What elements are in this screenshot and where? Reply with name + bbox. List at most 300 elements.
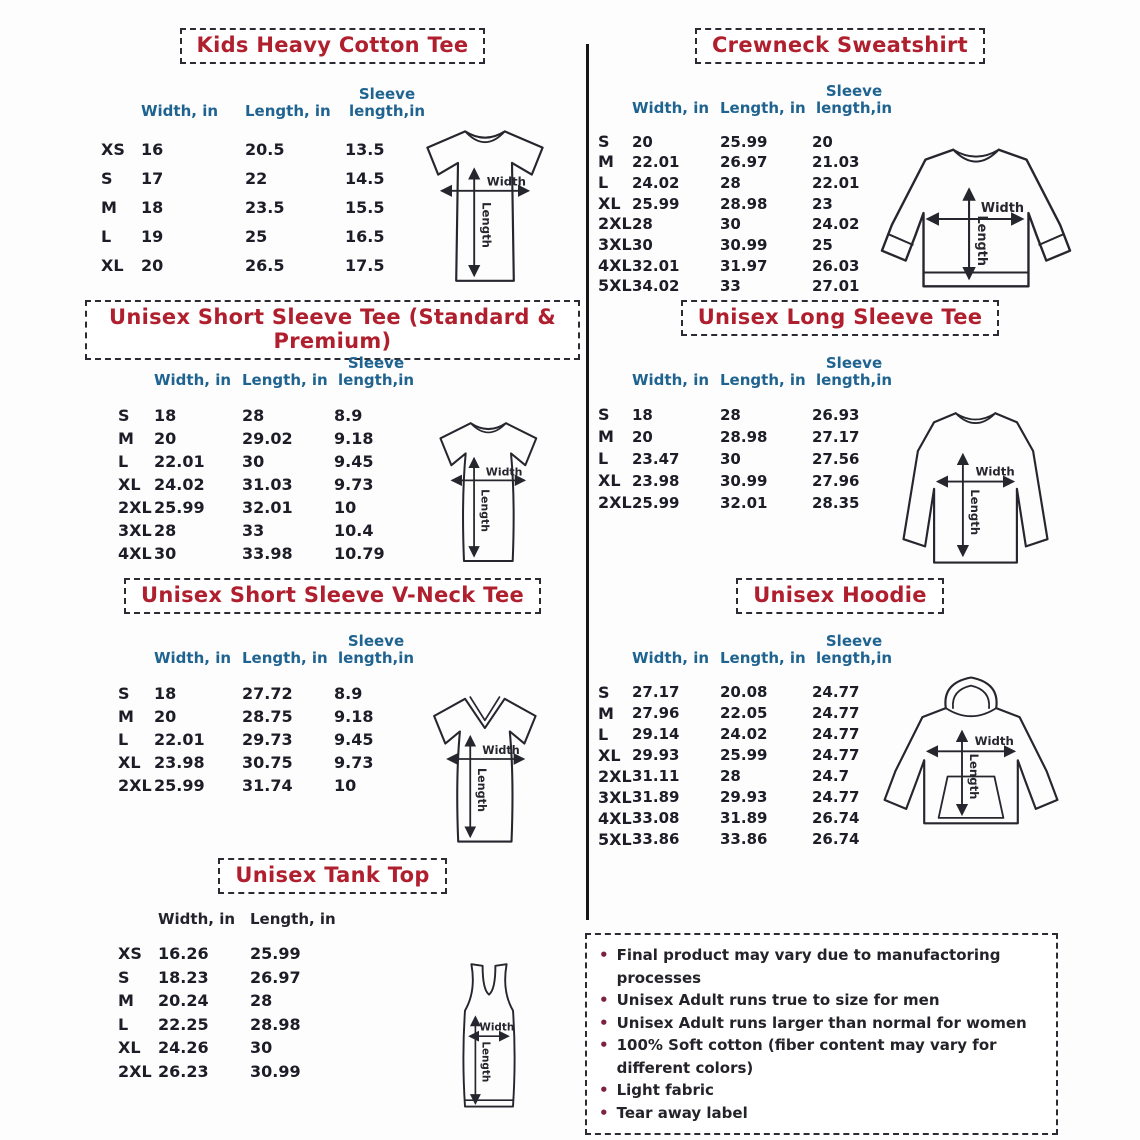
length-cell: 33 xyxy=(242,520,265,540)
length-cell: 29.93 xyxy=(720,787,768,806)
width-cell: 34.02 xyxy=(632,277,680,296)
note-item xyxy=(599,1102,1044,1125)
table-header-row xyxy=(598,355,897,392)
length-cell: 30 xyxy=(720,215,741,234)
length-cell: 26.97 xyxy=(720,153,768,172)
table-row xyxy=(118,404,419,427)
sleeve-cell: 15.5 xyxy=(345,197,385,217)
length-cell: 32.01 xyxy=(720,493,768,512)
sleeve-cell: 21.03 xyxy=(812,153,860,172)
size-cell: 5XL xyxy=(598,829,632,849)
size-cell: 5XL xyxy=(598,276,632,296)
hoodie-diagram xyxy=(872,668,1070,858)
note-item xyxy=(599,1079,1044,1102)
width-cell: 32.01 xyxy=(632,256,680,275)
width-cell: 25.99 xyxy=(632,493,680,512)
table-row xyxy=(101,164,430,193)
section-title: Kids Heavy Cotton Tee xyxy=(180,28,486,64)
note-text: Light fabric xyxy=(616,1081,714,1099)
length-cell: 20.08 xyxy=(720,682,768,701)
size-cell: M xyxy=(598,426,614,446)
width-cell: 17 xyxy=(141,168,164,188)
length-cell: 31.89 xyxy=(720,808,768,827)
section-unisex-hoodie xyxy=(595,578,1085,856)
size-cell: S xyxy=(118,967,130,987)
table-row xyxy=(598,745,897,766)
width-arrow-label: Width xyxy=(974,734,1014,748)
length-cell: 22 xyxy=(245,168,268,188)
length-cell: 28.75 xyxy=(242,706,293,726)
size-table xyxy=(598,633,897,850)
size-table xyxy=(118,633,419,797)
vneck-tee-diagram xyxy=(398,673,570,845)
table-row xyxy=(118,942,360,966)
col-sleeve: Sleeve length,in xyxy=(337,354,415,390)
table-row xyxy=(598,173,897,194)
bullet-icon: • xyxy=(599,946,609,964)
length-cell: 22.05 xyxy=(720,703,768,722)
col-length: Length, in xyxy=(250,910,336,928)
section-title: Unisex Hoodie xyxy=(736,578,944,614)
table-row xyxy=(598,426,897,448)
length-arrow-label: Length xyxy=(973,215,989,267)
sleeve-cell: 27.17 xyxy=(812,427,860,446)
sleeve-cell: 10 xyxy=(334,497,357,517)
size-cell: XL xyxy=(598,745,621,765)
size-cell: L xyxy=(598,172,609,192)
note-item xyxy=(599,944,1044,989)
note-text: Unisex Adult runs true to size for men xyxy=(616,991,940,1009)
size-cell: XL xyxy=(118,1038,141,1058)
table-row xyxy=(118,989,360,1013)
table-header-row xyxy=(101,86,430,123)
length-cell: 31.74 xyxy=(242,775,293,795)
size-cell: XL xyxy=(118,752,141,772)
table-row xyxy=(598,448,897,470)
bullet-icon: • xyxy=(599,1036,609,1054)
length-cell: 23.5 xyxy=(245,197,285,217)
col-width: Width, in xyxy=(154,371,232,390)
table-row xyxy=(598,152,897,173)
width-cell: 27.17 xyxy=(632,682,680,701)
length-cell: 29.02 xyxy=(242,428,293,448)
size-cell: M xyxy=(118,706,134,726)
size-cell: XL xyxy=(598,193,621,213)
width-cell: 22.25 xyxy=(158,1014,209,1034)
table-row xyxy=(118,496,419,519)
note-text: Final product may vary due to manufactoring processes xyxy=(616,946,1001,987)
width-cell: 20.24 xyxy=(158,991,209,1011)
sleeve-cell: 13.5 xyxy=(345,139,385,159)
length-arrow-label: Length xyxy=(478,489,492,533)
table-row xyxy=(118,1013,360,1037)
collar-line xyxy=(956,413,996,423)
size-cell: M xyxy=(101,197,117,217)
section-title: Crewneck Sweatshirt xyxy=(695,28,985,64)
section-unisex-vneck-tee xyxy=(85,578,580,850)
size-cell: M xyxy=(118,428,134,448)
size-cell: 3XL xyxy=(598,787,632,807)
sleeve-cell: 9.45 xyxy=(334,729,374,749)
length-arrow-label: Length xyxy=(474,767,488,812)
width-cell: 22.01 xyxy=(154,451,205,471)
width-cell: 16.26 xyxy=(158,944,209,964)
bullet-icon: • xyxy=(599,1081,609,1099)
length-cell: 33.86 xyxy=(720,829,768,848)
table-row xyxy=(118,1060,360,1084)
size-cell: L xyxy=(101,226,112,246)
length-cell: 26.5 xyxy=(245,255,285,275)
size-cell: S xyxy=(118,683,130,703)
size-cell: 2XL xyxy=(118,775,152,795)
table-row xyxy=(598,256,897,277)
width-cell: 18 xyxy=(632,405,653,424)
long-sleeve-tee-diagram xyxy=(868,388,1083,568)
length-cell: 26.97 xyxy=(250,967,301,987)
col-width: Width, in xyxy=(141,102,219,121)
sleeve-cell: 27.96 xyxy=(812,471,860,490)
width-cell: 24.02 xyxy=(632,173,680,192)
table-row xyxy=(598,724,897,745)
col-sleeve: Sleeve length,in xyxy=(815,354,893,390)
section-crewneck-sweatshirt xyxy=(595,28,1085,298)
width-cell: 20 xyxy=(632,132,653,151)
length-arrow-label: Length xyxy=(479,1041,492,1083)
sleeve-cell: 24.7 xyxy=(812,766,850,785)
length-cell: 30 xyxy=(250,1038,273,1058)
section-title: Unisex Long Sleeve Tee xyxy=(681,300,1000,336)
table-row xyxy=(118,728,419,751)
width-arrow-label: Width xyxy=(482,743,520,757)
table-row xyxy=(598,808,897,829)
section-unisex-long-sleeve-tee xyxy=(595,300,1085,570)
sleeve-cell: 26.03 xyxy=(812,256,860,275)
table-row xyxy=(101,135,430,164)
length-cell: 28.98 xyxy=(720,194,768,213)
col-length: Length, in xyxy=(720,649,806,668)
length-cell: 28.98 xyxy=(720,427,768,446)
width-cell: 30 xyxy=(154,543,177,563)
table-row xyxy=(101,251,430,280)
width-cell: 22.01 xyxy=(154,729,205,749)
size-cell: S xyxy=(598,682,610,702)
width-cell: 16 xyxy=(141,139,164,159)
size-cell: S xyxy=(101,168,113,188)
width-cell: 33.86 xyxy=(632,829,680,848)
length-cell: 28 xyxy=(250,991,273,1011)
sleeve-cell: 20 xyxy=(812,132,833,151)
note-text: Unisex Adult runs larger than normal for women xyxy=(616,1013,1027,1032)
product-notes-box xyxy=(585,933,1058,1135)
size-cell: S xyxy=(598,131,610,151)
sleeve-cell: 25 xyxy=(812,236,833,255)
note-text: Tear away label xyxy=(616,1103,748,1122)
table-header-row xyxy=(118,633,419,670)
col-length: Length, in xyxy=(720,371,806,390)
length-cell: 30.99 xyxy=(720,471,768,490)
sleeve-cell: 24.77 xyxy=(812,724,860,743)
table-row xyxy=(118,473,419,496)
width-cell: 24.26 xyxy=(158,1038,209,1058)
width-cell: 29.14 xyxy=(632,724,680,743)
width-cell: 18.23 xyxy=(158,967,209,987)
table-row xyxy=(598,829,897,850)
width-arrow-label: Width xyxy=(980,201,1025,217)
width-cell: 26.23 xyxy=(158,1061,209,1081)
table-row xyxy=(598,235,897,256)
length-cell: 31.97 xyxy=(720,256,768,275)
table-row xyxy=(598,276,897,297)
size-cell: S xyxy=(118,405,130,425)
size-cell: 4XL xyxy=(598,808,632,828)
col-sleeve: Sleeve length,in xyxy=(337,632,415,668)
width-cell: 23.47 xyxy=(632,449,680,468)
collar-line xyxy=(470,697,499,720)
sleeve-cell: 24.77 xyxy=(812,787,860,806)
size-cell: L xyxy=(118,1014,129,1034)
sleeve-cell: 9.45 xyxy=(334,451,374,471)
table-row xyxy=(118,774,419,797)
width-cell: 20 xyxy=(154,706,177,726)
sleeve-cell: 9.73 xyxy=(334,474,374,494)
col-width: Width, in xyxy=(632,371,710,390)
length-cell: 30.75 xyxy=(242,752,293,772)
sleeve-cell: 26.74 xyxy=(812,808,860,827)
length-cell: 25.99 xyxy=(250,944,301,964)
sleeve-cell: 9.18 xyxy=(334,706,374,726)
size-cell: 3XL xyxy=(598,235,632,255)
length-arrow-label: Length xyxy=(968,489,982,536)
length-arrow-label: Length xyxy=(479,202,494,248)
col-width: Width, in xyxy=(158,910,236,928)
section-title: Unisex Tank Top xyxy=(218,858,446,894)
size-cell: L xyxy=(118,729,129,749)
length-cell: 28 xyxy=(242,405,265,425)
length-cell: 33.98 xyxy=(242,543,293,563)
sleeve-cell: 8.9 xyxy=(334,683,363,703)
sleeve-cell: 26.93 xyxy=(812,405,860,424)
table-header-row xyxy=(118,355,419,392)
table-row xyxy=(118,705,419,728)
size-cell: XS xyxy=(118,944,142,964)
section-title: Unisex Short Sleeve V-Neck Tee xyxy=(124,578,541,614)
width-cell: 24.02 xyxy=(154,474,205,494)
width-cell: 30 xyxy=(632,236,653,255)
size-table xyxy=(101,86,430,280)
col-sleeve: Sleeve length,in xyxy=(815,632,893,668)
width-cell: 28 xyxy=(632,215,653,234)
column-divider xyxy=(586,44,589,920)
width-cell: 25.99 xyxy=(154,497,205,517)
table-row xyxy=(118,542,419,565)
width-cell: 25.99 xyxy=(632,194,680,213)
length-cell: 25.99 xyxy=(720,132,768,151)
table-row xyxy=(118,427,419,450)
size-table xyxy=(118,911,360,1083)
width-cell: 20 xyxy=(141,255,164,275)
width-cell: 18 xyxy=(141,197,164,217)
sleeve-cell: 23 xyxy=(812,194,833,213)
table-header-row xyxy=(598,83,897,120)
table-row xyxy=(118,751,419,774)
sleeve-cell: 27.01 xyxy=(812,277,860,296)
table-row xyxy=(598,682,897,703)
length-cell: 28.98 xyxy=(250,1014,301,1034)
col-sleeve: Sleeve length,in xyxy=(348,85,426,121)
sleeve-cell: 28.35 xyxy=(812,493,860,512)
size-cell: 4XL xyxy=(118,543,152,563)
length-cell: 25.99 xyxy=(720,745,768,764)
size-cell: 2XL xyxy=(598,214,632,234)
size-cell: XL xyxy=(101,255,124,275)
width-cell: 22.01 xyxy=(632,153,680,172)
size-cell: 2XL xyxy=(118,1061,152,1081)
width-cell: 23.98 xyxy=(632,471,680,490)
col-length: Length, in xyxy=(242,649,328,668)
size-cell: S xyxy=(598,404,610,424)
width-arrow-label: Width xyxy=(479,1021,515,1034)
size-cell: 4XL xyxy=(598,255,632,275)
table-row xyxy=(598,492,897,514)
width-cell: 27.96 xyxy=(632,703,680,722)
collar-line xyxy=(471,423,506,432)
width-cell: 18 xyxy=(154,683,177,703)
sweatshirt-diagram xyxy=(865,120,1085,318)
length-cell: 30 xyxy=(242,451,265,471)
length-cell: 25 xyxy=(245,226,268,246)
width-cell: 33.08 xyxy=(632,808,680,827)
size-cell: 3XL xyxy=(118,520,152,540)
size-cell: 2XL xyxy=(118,497,152,517)
size-table xyxy=(598,83,897,297)
size-cell: L xyxy=(598,724,609,744)
table-row xyxy=(598,132,897,153)
size-cell: XL xyxy=(118,474,141,494)
size-table xyxy=(118,355,419,565)
length-cell: 24.02 xyxy=(720,724,768,743)
table-row xyxy=(598,766,897,787)
sleeve-cell: 9.73 xyxy=(334,752,374,772)
length-cell: 28 xyxy=(720,405,741,424)
section-title: Unisex Short Sleeve Tee (Standard & Premium) xyxy=(85,300,580,360)
table-row xyxy=(598,470,897,492)
width-arrow-label: Width xyxy=(486,174,526,189)
length-cell: 30.99 xyxy=(250,1061,301,1081)
length-cell: 28 xyxy=(720,173,741,192)
table-row xyxy=(598,787,897,808)
table-header-row xyxy=(598,633,897,670)
note-item xyxy=(599,1034,1044,1079)
table-row xyxy=(118,966,360,990)
width-cell: 23.98 xyxy=(154,752,205,772)
length-cell: 32.01 xyxy=(242,497,293,517)
width-cell: 18 xyxy=(154,405,177,425)
sleeve-cell: 8.9 xyxy=(334,405,363,425)
size-cell: 2XL xyxy=(598,766,632,786)
width-cell: 28 xyxy=(154,520,177,540)
col-sleeve: Sleeve length,in xyxy=(815,82,893,118)
col-length: Length, in xyxy=(720,99,806,118)
sleeve-cell: 24.77 xyxy=(812,703,860,722)
size-cell: L xyxy=(598,448,609,468)
hood-inner-line xyxy=(946,686,996,717)
size-cell: M xyxy=(598,152,614,172)
note-text: 100% Soft cotton (fiber content may vary for different colors) xyxy=(616,1036,997,1077)
col-width: Width, in xyxy=(632,99,710,118)
table-row xyxy=(118,682,419,705)
size-table xyxy=(598,355,897,514)
sleeve-cell: 26.74 xyxy=(812,829,860,848)
table-row xyxy=(101,193,430,222)
length-cell: 29.73 xyxy=(242,729,293,749)
tank-top-diagram xyxy=(425,950,553,1116)
table-row xyxy=(118,450,419,473)
width-arrow-label: Width xyxy=(975,464,1015,479)
sleeve-cell: 16.5 xyxy=(345,226,385,246)
length-cell: 20.5 xyxy=(245,139,285,159)
col-width: Width, in xyxy=(632,649,710,668)
length-cell: 28 xyxy=(720,766,741,785)
sleeve-cell: 24.77 xyxy=(812,745,860,764)
size-cell: 2XL xyxy=(598,492,632,512)
table-row xyxy=(118,1036,360,1060)
length-cell: 33 xyxy=(720,277,741,296)
width-cell: 31.11 xyxy=(632,766,680,785)
section-unisex-short-sleeve-tee xyxy=(85,300,580,570)
sleeve-cell: 10.4 xyxy=(334,520,374,540)
size-cell: M xyxy=(118,991,134,1011)
table-row xyxy=(101,222,430,251)
sleeve-cell: 24.02 xyxy=(812,215,860,234)
section-unisex-tank-top xyxy=(85,858,580,1130)
length-cell: 27.72 xyxy=(242,683,293,703)
size-cell: L xyxy=(118,451,129,471)
width-cell: 20 xyxy=(154,428,177,448)
width-cell: 29.93 xyxy=(632,745,680,764)
tee-diagram xyxy=(392,108,578,288)
fitted-tee-diagram xyxy=(400,398,575,566)
sleeve-cell: 17.5 xyxy=(345,255,385,275)
table-row xyxy=(598,214,897,235)
sleeve-cell: 14.5 xyxy=(345,168,385,188)
sleeve-cell: 22.01 xyxy=(812,173,860,192)
bullet-icon: • xyxy=(599,1103,609,1122)
col-length: Length, in xyxy=(242,371,328,390)
bullet-icon: • xyxy=(599,991,609,1009)
table-row xyxy=(118,519,419,542)
length-cell: 30.99 xyxy=(720,236,768,255)
note-item xyxy=(599,989,1044,1012)
table-header-row xyxy=(118,911,360,930)
bullet-icon: • xyxy=(599,1013,609,1032)
length-cell: 30 xyxy=(720,449,741,468)
width-cell: 31.89 xyxy=(632,787,680,806)
sleeve-cell: 10 xyxy=(334,775,357,795)
sleeve-cell: 24.77 xyxy=(812,682,860,701)
width-arrow-label: Width xyxy=(485,465,523,479)
note-item xyxy=(599,1012,1044,1035)
width-cell: 19 xyxy=(141,226,164,246)
sleeve-cell: 10.79 xyxy=(334,543,385,563)
length-cell: 31.03 xyxy=(242,474,293,494)
table-row xyxy=(598,404,897,426)
width-cell: 20 xyxy=(632,427,653,446)
size-cell: M xyxy=(598,703,614,723)
col-length: Length, in xyxy=(245,102,331,121)
table-row xyxy=(598,194,897,215)
table-row xyxy=(598,703,897,724)
col-width: Width, in xyxy=(154,649,232,668)
